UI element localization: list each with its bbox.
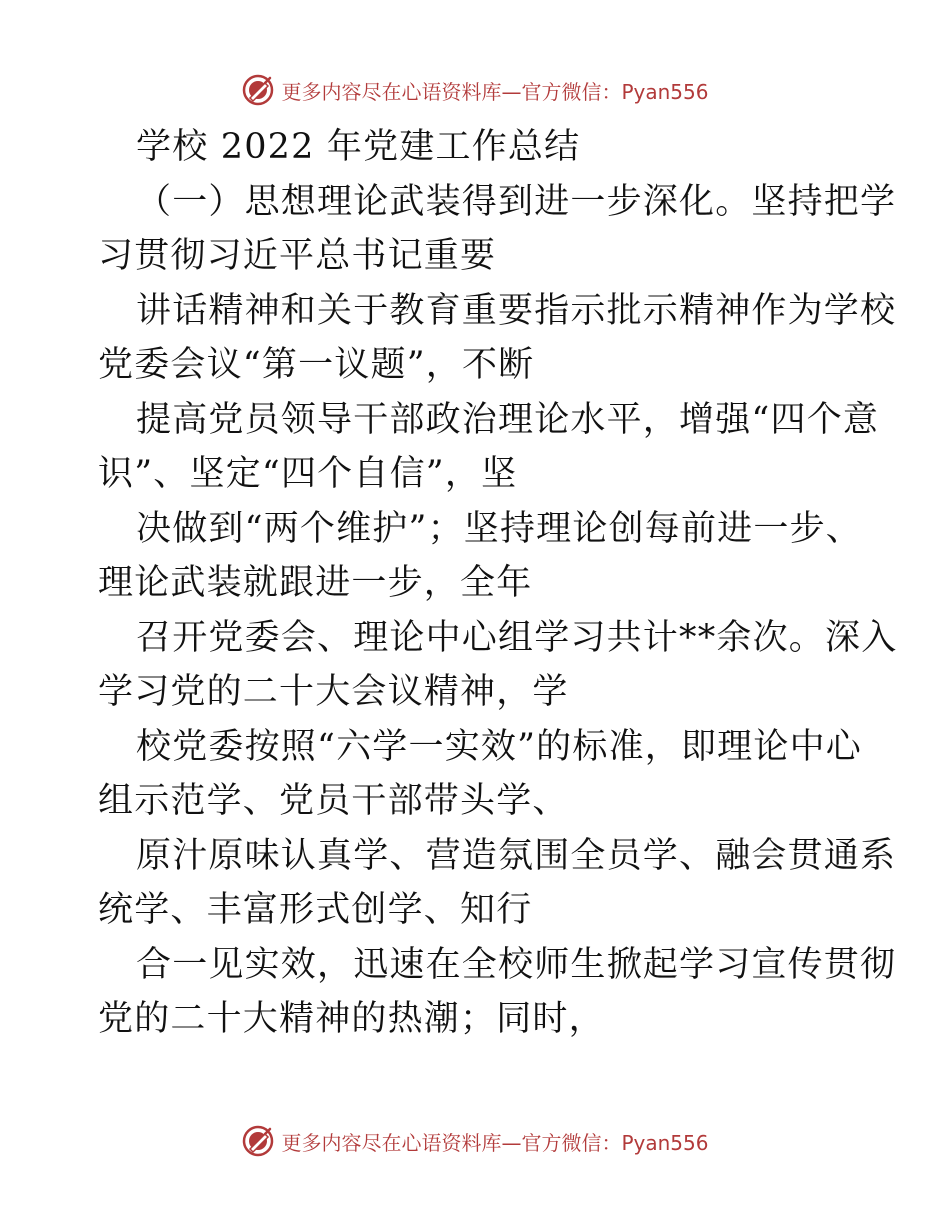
paragraph-line: 习贯彻习近平总书记重要 <box>98 236 497 276</box>
footer-watermark-banner <box>0 1121 950 1161</box>
pen-circle-logo-icon <box>241 1124 275 1158</box>
paragraph-line: 校党委按照“六学一实效”的标准，即理论中心 <box>136 726 862 767</box>
pen-circle-logo-icon <box>241 73 275 107</box>
paragraph-line: 学习党的二十大会议精神，学 <box>98 672 569 712</box>
paragraph-line: 提高党员领导干部政治理论水平，增强“四个意 <box>136 399 880 440</box>
header-watermark-banner <box>0 70 950 110</box>
paragraph-line: 决做到“两个维护”；坚持理论创每前进一步、 <box>136 508 862 549</box>
paragraph-line: 召开党委会、理论中心组学习共计**余次。深入 <box>136 617 898 658</box>
document-title: 学校 2022 年党建工作总结 <box>136 127 581 167</box>
watermark-text: 更多内容尽在心语资料库—官方微信：Pyan556 <box>281 79 709 104</box>
paragraph-line: 识”、坚定“四个自信”，坚 <box>98 454 518 494</box>
watermark-text: 更多内容尽在心语资料库—官方微信：Pyan556 <box>281 1130 709 1155</box>
paragraph-line: 理论武装就跟进一步，全年 <box>98 563 533 603</box>
paragraph-line: 讲话精神和关于教育重要指示批示精神作为学校 <box>136 290 897 331</box>
document-body <box>98 120 898 1047</box>
paragraph-line: 党委会议“第一议题”，不断 <box>98 345 535 385</box>
paragraph-line: 原汁原味认真学、营造氛围全员学、融会贯通系 <box>136 835 897 876</box>
paragraph-line: （一）思想理论武装得到进一步深化。坚持把学 <box>136 181 897 222</box>
paragraph-line: 合一见实效，迅速在全校师生掀起学习宣传贯彻 <box>136 944 897 985</box>
paragraph-line: 统学、丰富形式创学、知行 <box>98 890 533 930</box>
paragraph-line: 党的二十大精神的热潮；同时， <box>98 999 605 1039</box>
paragraph-line: 组示范学、党员干部带头学、 <box>98 781 569 821</box>
